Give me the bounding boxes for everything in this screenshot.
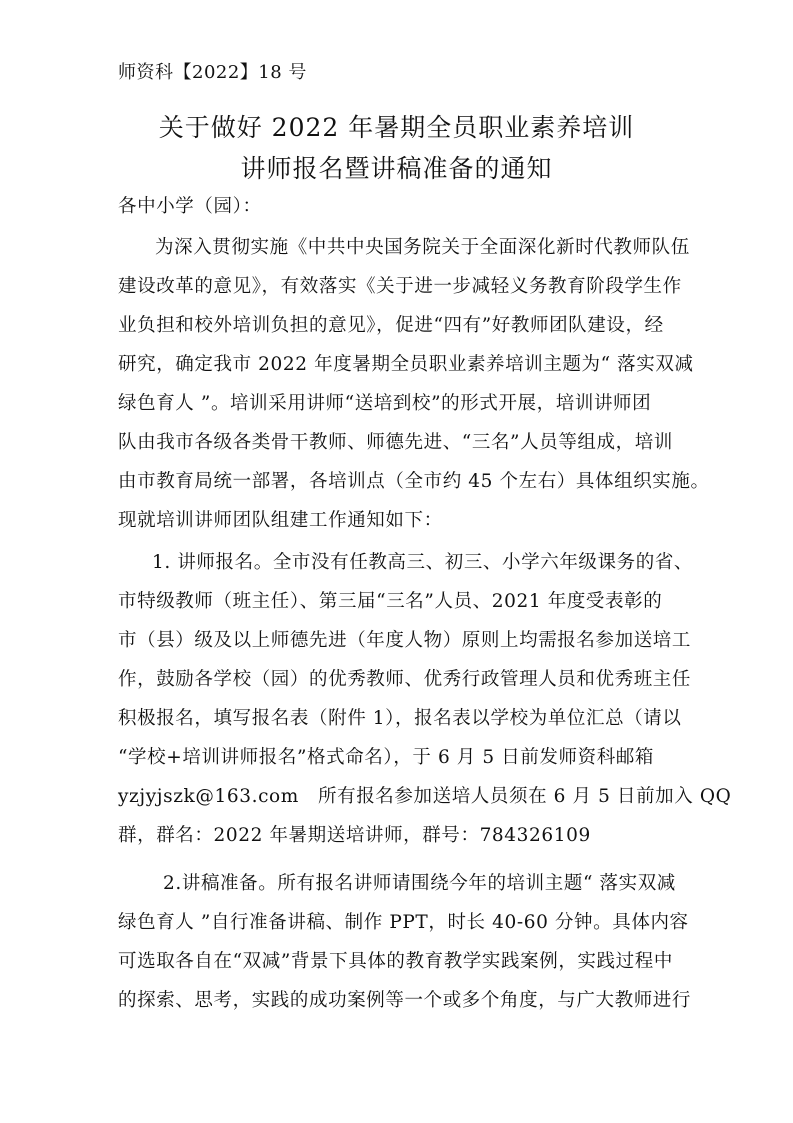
body-line: 由市教育局统一部署，各培训点（全市约 45 个左右）具体组织实施。 — [118, 471, 710, 492]
body-line: 业负担和校外培训负担的意见》，促进“四有”好教师团队建设，经 — [118, 315, 664, 336]
body-line: 的探索、思考，实践的成功案例等一个或多个角度，与广大教师进行 — [118, 990, 692, 1011]
body-line: 绿色育人 ”自行准备讲稿、制作 PPT，时长 40-60 分钟。具体内容 — [118, 912, 689, 933]
body-line: 为深入贯彻实施《中共中央国务院关于全面深化新时代教师队伍 — [155, 237, 690, 258]
body-line: 研究，确定我市 2022 年度暑期全员职业素养培训主题为“ 落实双减 — [118, 354, 694, 375]
document-title-line-1: 关于做好 2022 年暑期全员职业素养培训 — [158, 113, 635, 142]
body-line: 现就培训讲师团队组建工作通知如下： — [118, 510, 443, 531]
body-line: 积极报名，填写报名表（附件 1），报名表以学校为单位汇总（请以 — [118, 708, 682, 729]
body-line: 作，鼓励各学校（园）的优秀教师、优秀行政管理人员和优秀班主任 — [118, 669, 692, 690]
body-line: 群，群名：2022 年暑期送培讲师，群号：784326109 — [118, 825, 591, 846]
body-line: 市（县）级及以上师德先进（年度人物）原则上均需报名参加送培工 — [118, 630, 692, 651]
body-line: “学校+培训讲师报名”格式命名），于 6 月 5 日前发师资科邮箱 — [118, 747, 655, 768]
body-line: yzjyjszk@163.com 所有报名参加送培人员须在 6 月 5 日前加入 QQ — [118, 786, 732, 807]
body-line: 市特级教师（班主任）、第三届“三名”人员、2021 年度受表彰的 — [118, 591, 663, 612]
document-number: 师资科【2022】18 号 — [118, 62, 307, 83]
body-line: 队由我市各级各类骨干教师、师德先进、“三名”人员等组成，培训 — [118, 432, 673, 453]
body-line: 绿色育人 ”。培训采用讲师“送培到校”的形式开展，培训讲师团 — [118, 393, 652, 414]
body-line: 可选取各自在“双减”背景下具体的教育教学实践案例，实践过程中 — [118, 951, 673, 972]
document-title-line-2: 讲师报名暨讲稿准备的通知 — [240, 154, 553, 183]
body-line: 1. 讲师报名。全市没有任教高三、初三、小学六年级课务的省、 — [152, 552, 694, 573]
body-line: 2.讲稿准备。所有报名讲师请围绕今年的培训主题“ 落实双减 — [163, 873, 676, 894]
body-line: 建设改革的意见》，有效落实《关于进一步减轻义务教育阶段学生作 — [118, 276, 682, 297]
salutation: 各中小学（园）： — [118, 196, 262, 217]
